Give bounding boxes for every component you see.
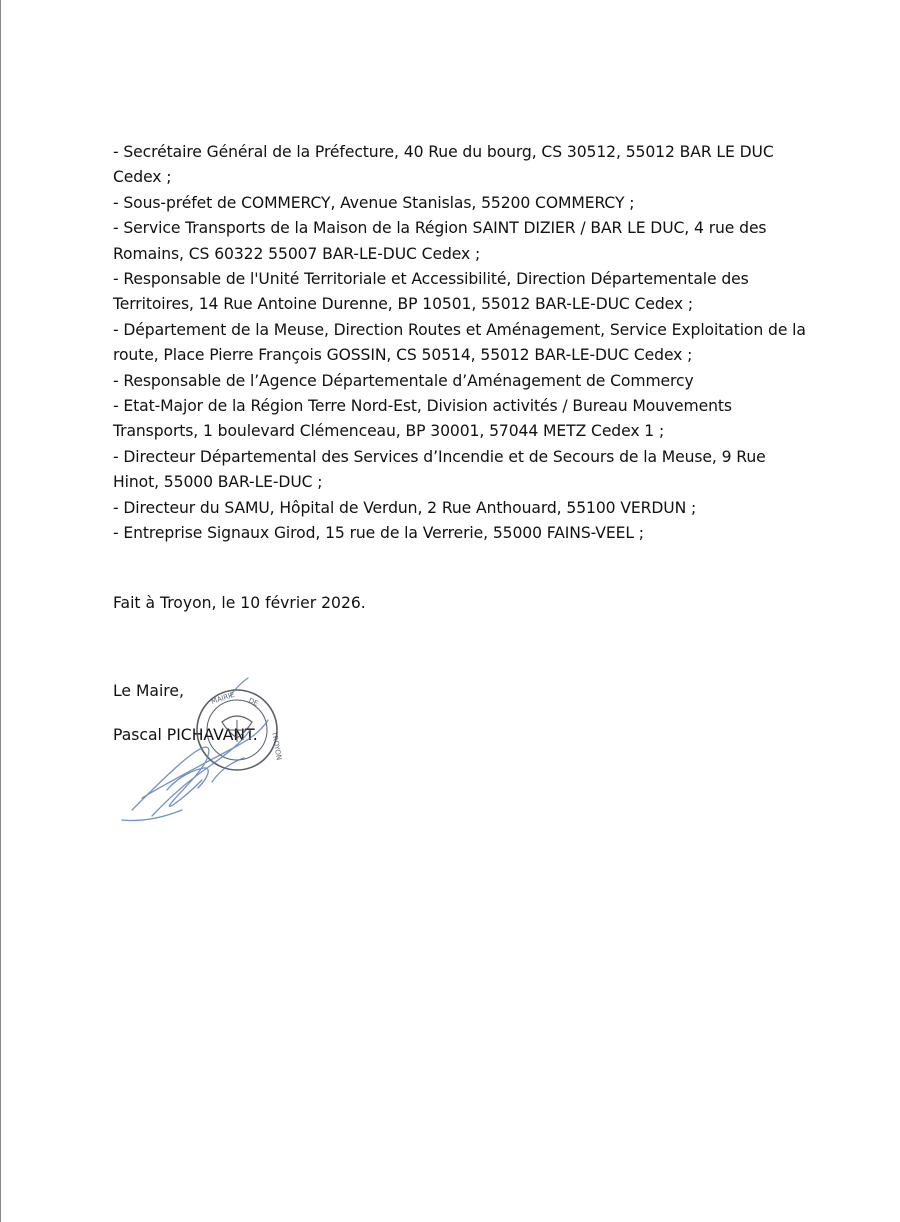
svg-text:MAIRIE: MAIRIE [210, 690, 236, 706]
place-date: Fait à Troyon, le 10 février 2026. [113, 594, 366, 612]
page-left-edge [0, 0, 1, 1222]
handwritten-signature [112, 670, 412, 830]
recipient-item: - Entreprise Signaux Girod, 15 rue de la Verrerie, 55000 FAINS-VEEL ; [113, 524, 644, 543]
recipient-item: - Directeur du SAMU, Hôpital de Verdun, 2 Rue Anthouard, 55100 VERDUN ; [113, 498, 697, 517]
signatory-title: Le Maire, [113, 682, 184, 700]
recipient-item: - Responsable de l’Agence Départementale d’Aménagement de Commercy [113, 371, 694, 390]
recipient-item: - Sous-préfet de COMMERCY, Avenue Stanislas, 55200 COMMERCY ; [113, 193, 635, 212]
recipient-item: - Etat-Major de la Région Terre Nord-Est, Division activités / Bureau Mouvements Transports, 1 boulevard Clémenceau, BP 30001, 57044 METZ Cedex 1 ; [113, 397, 732, 441]
recipient-item: - Responsable de l'Unité Territoriale et Accessibilité, Direction Départementale des Territoires, 14 Rue Antoine Durenne, BP 10501, 55012 BAR-LE-DUC Cedex ; [113, 270, 749, 314]
recipient-item: - Département de la Meuse, Direction Routes et Aménagement, Service Exploitation de la route, Place Pierre François GOSSIN, CS 50514, 55012 BAR-LE-DUC Cedex ; [113, 320, 806, 365]
signatory-name: Pascal PICHAVANT. [113, 726, 258, 744]
recipient-item: - Secrétaire Général de la Préfecture, 40 Rue du bourg, CS 30512, 55012 BAR LE DUC Cedex ; [113, 143, 774, 187]
svg-text:DE: DE [247, 696, 260, 708]
recipient-item: - Service Transports de la Maison de la Région SAINT DIZIER / BAR LE DUC, 4 rue des Romains, CS 60322 55007 BAR-LE-DUC Cedex ; [113, 219, 767, 263]
recipient-list [113, 140, 813, 547]
signature-and-stamp [112, 670, 412, 830]
svg-text:TROYON: TROYON [270, 730, 283, 761]
recipient-item: - Directeur Départemental des Services d’Incendie et de Secours de la Meuse, 9 Rue Hinot, 55000 BAR-LE-DUC ; [113, 447, 766, 492]
